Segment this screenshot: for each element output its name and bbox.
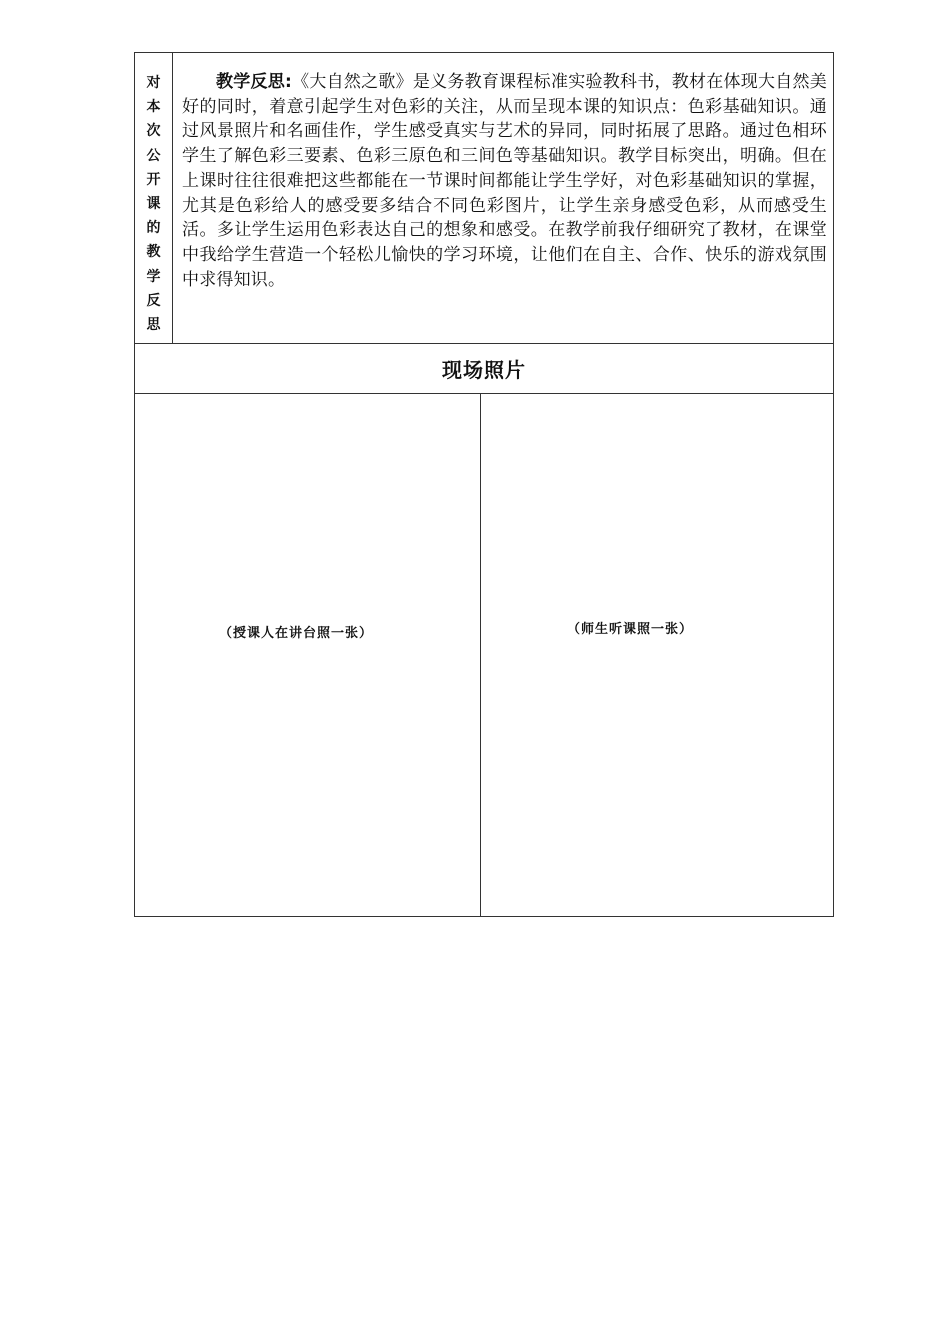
- teacher-photo-cell: [135, 394, 481, 916]
- side-label-char: 反: [146, 292, 161, 309]
- side-label-char: 的: [146, 220, 161, 237]
- side-label-char: 对: [146, 75, 161, 91]
- side-label-char: 课: [146, 195, 161, 212]
- photos-heading: 现场照片: [442, 358, 526, 382]
- photos-row: [135, 394, 833, 916]
- teacher-photo-caption: （授课人在讲台照一张）: [219, 626, 374, 641]
- audience-photo-caption: （师生听课照一张）: [567, 622, 694, 637]
- reflection-lead: 教学反思:: [216, 72, 293, 92]
- reflection-paragraph: [182, 70, 827, 292]
- photos-heading-row: [135, 344, 833, 394]
- reflection-side-label: [135, 53, 173, 343]
- side-label-char: 学: [146, 268, 161, 285]
- side-label-char: 思: [146, 316, 161, 333]
- side-label-char: 次: [146, 123, 161, 140]
- side-label-char: 公: [146, 147, 161, 164]
- reflection-body: 《大自然之歌》是义务教育课程标准实验教科书，教材在体现大自然美好的同时，着意引起学生对色彩的关注，从而呈现本课的知识点：色彩基础知识。通过风景照片和名画佳作，学生感受真实与艺术的异同，同时拓展了思路。通过色相环学生了解色彩三要素、色彩三原色和三间色等基础知识。教学目标突出，明确。但在上课时往往很难把这些都能在一节课时间都能让学生学好，对色彩基础知识的掌握，尤其是色彩给人的感受要多结合不同色彩图片，让学生亲身感受色彩，从而感受生活。多让学生运用色彩表达自己的想象和感受。在教学前我仔细研究了教材，在课堂中我给学生营造一个轻松儿愉快的学习环境，让他们在自主、合作、快乐的游戏氛围中求得知识。: [182, 72, 827, 290]
- audience-photo-cell: [481, 394, 833, 916]
- lesson-record-table: [134, 52, 834, 917]
- side-label-char: 开: [146, 171, 161, 188]
- reflection-row: [135, 53, 833, 344]
- side-label-char: 教: [146, 244, 161, 261]
- side-label-char: 本: [146, 99, 161, 116]
